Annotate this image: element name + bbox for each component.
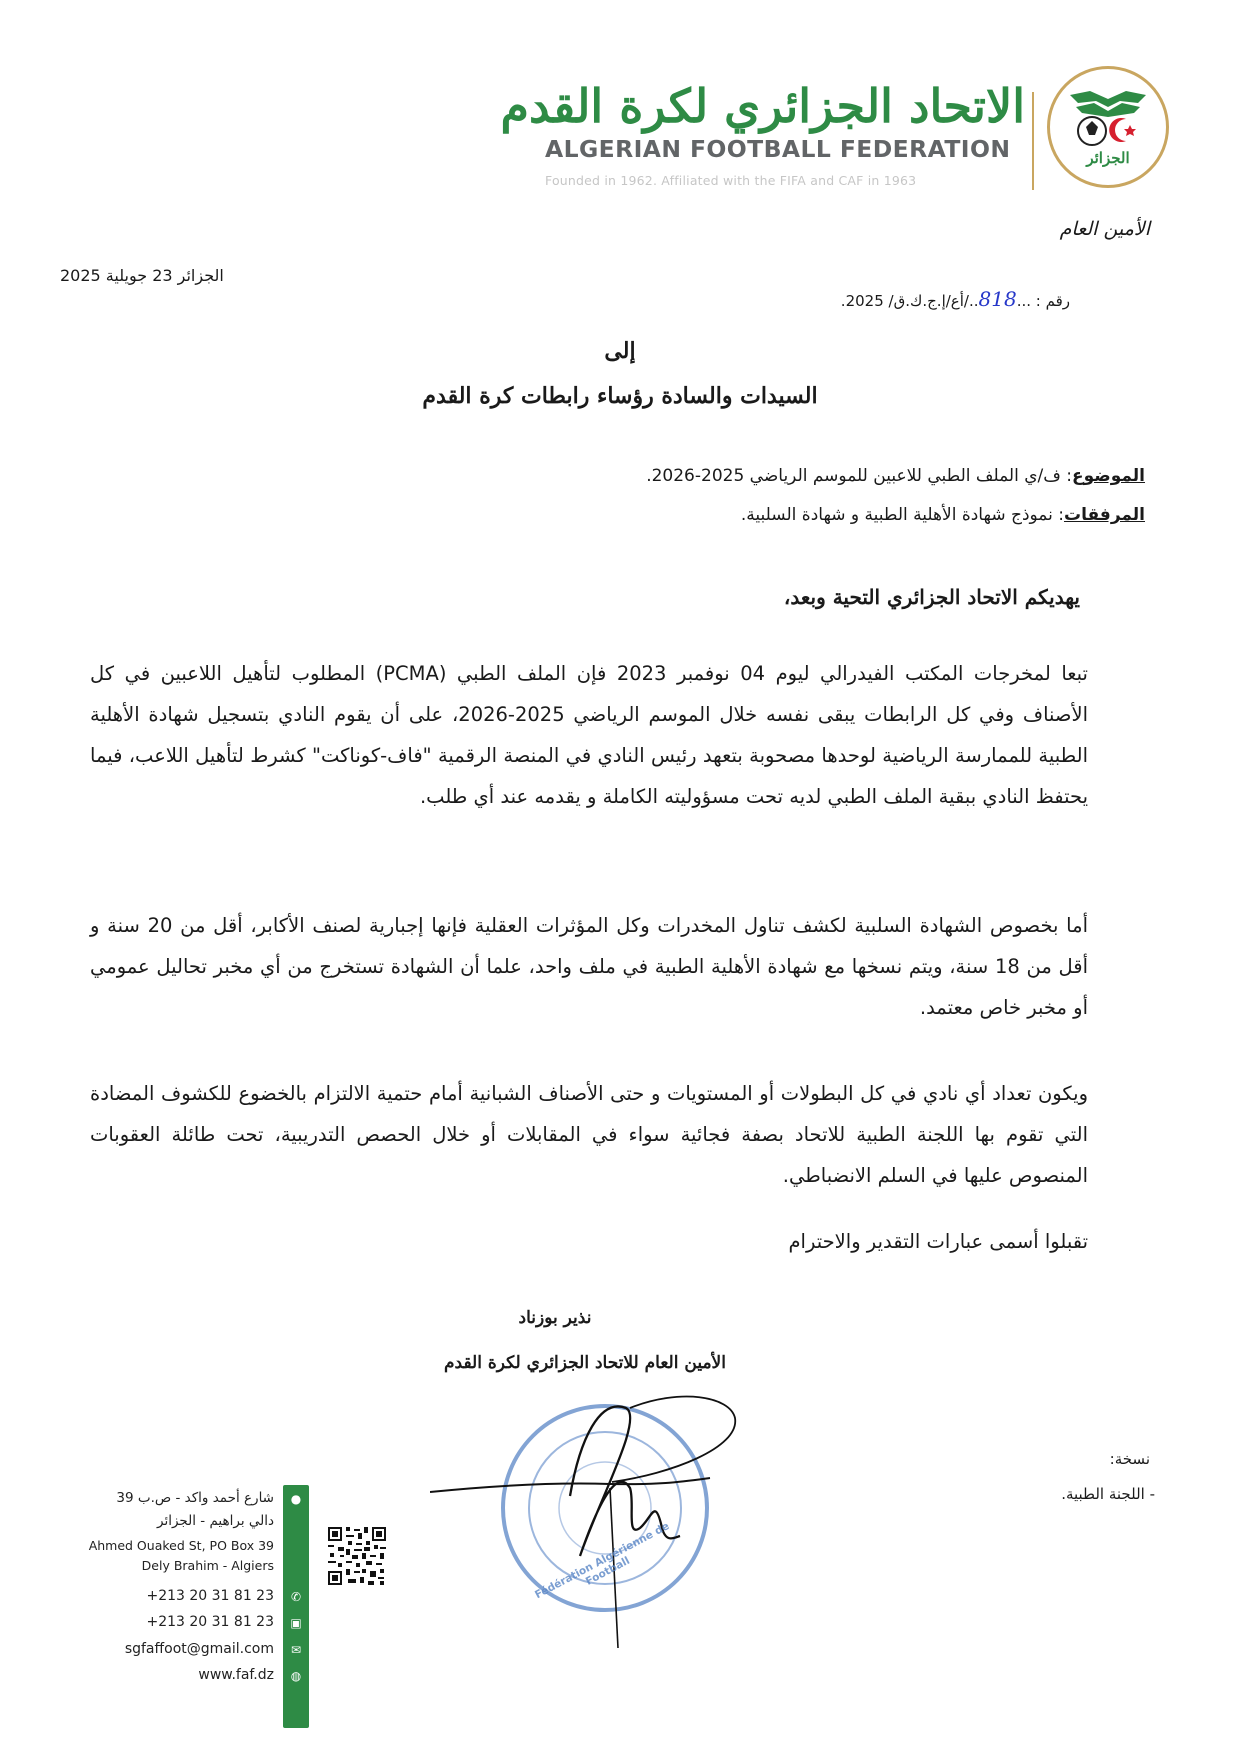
logo-caption: الجزائر bbox=[1086, 149, 1130, 167]
reference-number bbox=[700, 287, 1070, 311]
sender-role-handwritten: الأمين العام bbox=[1059, 218, 1150, 240]
footer-website: www.faf.dz bbox=[198, 1667, 274, 1683]
footer-address-arabic: شارع أحمد واكد - ص.ب 39 bbox=[116, 1490, 274, 1506]
org-name-arabic: الاتحاد الجزائري لكرة القدم bbox=[500, 79, 1025, 133]
faf-emblem-icon bbox=[1050, 69, 1166, 185]
copy-label: نسخة: bbox=[1109, 1450, 1150, 1468]
qr-code bbox=[328, 1527, 386, 1589]
footer-fax: +213 20 31 81 23 bbox=[146, 1614, 274, 1630]
fax-icon: ▣ bbox=[290, 1616, 302, 1630]
header-divider bbox=[1032, 92, 1034, 190]
official-stamp-icon bbox=[430, 1378, 790, 1678]
closing-line: تقبلوا أسمى عبارات التقدير والاحترام bbox=[788, 1230, 1088, 1253]
phone-icon: ✆ bbox=[290, 1590, 302, 1604]
footer-email: sgfaffoot@gmail.com bbox=[124, 1641, 274, 1657]
footer-address-arabic-2: دالي براهيم - الجزائر bbox=[157, 1513, 274, 1529]
greeting: يهديكم الاتحاد الجزائري التحية وبعد، bbox=[783, 585, 1080, 609]
footer-icon-bar bbox=[283, 1485, 309, 1728]
subject-line bbox=[300, 466, 1145, 486]
ref-number: 818 bbox=[978, 287, 1017, 311]
footer-address-english-2: Dely Brahim - Algiers bbox=[141, 1558, 274, 1573]
attachments-label: المرفقات bbox=[1063, 505, 1145, 525]
ref-prefix: رقم : ... bbox=[1016, 292, 1070, 310]
paragraph-3: ويكون تعداد أي نادي في كل البطولات أو المستويات و حتى الأصناف الشبانية أمام حتمية الالتزام بالخضوع للكشوف المضادة التي تقوم بها اللجنة الطبية للاتحاد بصفة فجائية سواء في المقابلات أو خلال الحصص التدريبية، تحت طائلة العقوبات المنصوص عليها في السلم الانضباطي. bbox=[90, 1082, 1088, 1187]
attachments-text: : نموذج شهادة الأهلية الطبية و شهادة السلبية. bbox=[740, 505, 1064, 525]
stamp-text: Fédération Algérienne de Football bbox=[532, 1520, 672, 1602]
org-name-english: ALGERIAN FOOTBALL FEDERATION bbox=[545, 135, 1011, 163]
subject-text: : ف/ي الملف الطبي للاعبين للموسم الرياضي 2025-2026. bbox=[646, 466, 1073, 486]
paragraph-1: تبعا لمخرجات المكتب الفيدرالي ليوم 04 نوفمبر 2023 فإن الملف الطبي (PCMA) المطلوب لتأهيل اللاعبين في كل الأصناف وفي كل الرابطات يبقى نفسه خلال الموسم الرياضي 2025-2026، على أن يقوم النادي بتسجيل شهادة الأهلية الطبية للممارسة الرياضية لوحدها مصحوبة بتعهد رئيس النادي في المنصة الرقمية "فاف-كوناكت" كشرط لتأهيل اللاعب، فيما يحتفظ النادي ببقية الملف الطبي لديه تحت مسؤوليته الكاملة و يقدمه عند أي طلب. bbox=[90, 662, 1088, 808]
footer-address-english: Ahmed Ouaked St, PO Box 39 bbox=[88, 1538, 274, 1553]
web-icon: ◍ bbox=[290, 1669, 302, 1683]
letter-date: الجزائر 23 جويلية 2025 bbox=[60, 266, 224, 285]
signature-and-stamp bbox=[430, 1378, 790, 1682]
paragraph-2: أما بخصوص الشهادة السلبية لكشف تناول المخدرات وكل المؤثرات العقلية فإنها إجبارية لصنف الأكابر، أقل من 20 سنة و أقل من 18 سنة، ويتم نسخها مع شهادة الأهلية الطبية في ملف واحد، علما أن الشهادة تستخرج من أي مخبر تحاليل عمومي أو مخبر خاص معتمد. bbox=[90, 914, 1088, 1019]
qr-code-icon bbox=[328, 1527, 386, 1585]
signatory-title: الأمين العام للاتحاد الجزائري لكرة القدم bbox=[444, 1353, 726, 1373]
org-founding-line: Founded in 1962. Affiliated with the FIFA and CAF in 1963 bbox=[545, 173, 917, 188]
copy-recipient: - اللجنة الطبية. bbox=[1061, 1485, 1155, 1503]
faf-logo bbox=[1047, 66, 1169, 188]
signatory-name: نذير بوزناد bbox=[518, 1308, 592, 1328]
footer-phone: +213 20 31 81 23 bbox=[146, 1588, 274, 1604]
location-icon: ● bbox=[290, 1492, 302, 1506]
email-icon: ✉ bbox=[290, 1643, 302, 1657]
attachments-line bbox=[300, 505, 1145, 525]
ref-suffix: ../أع/إ.ج.ك.ق/ 2025. bbox=[840, 292, 979, 310]
subject-label: الموضوع bbox=[1072, 466, 1145, 486]
addressee: السيدات والسادة رؤساء رابطات كرة القدم bbox=[422, 383, 818, 409]
to-label: إلى bbox=[604, 338, 636, 364]
